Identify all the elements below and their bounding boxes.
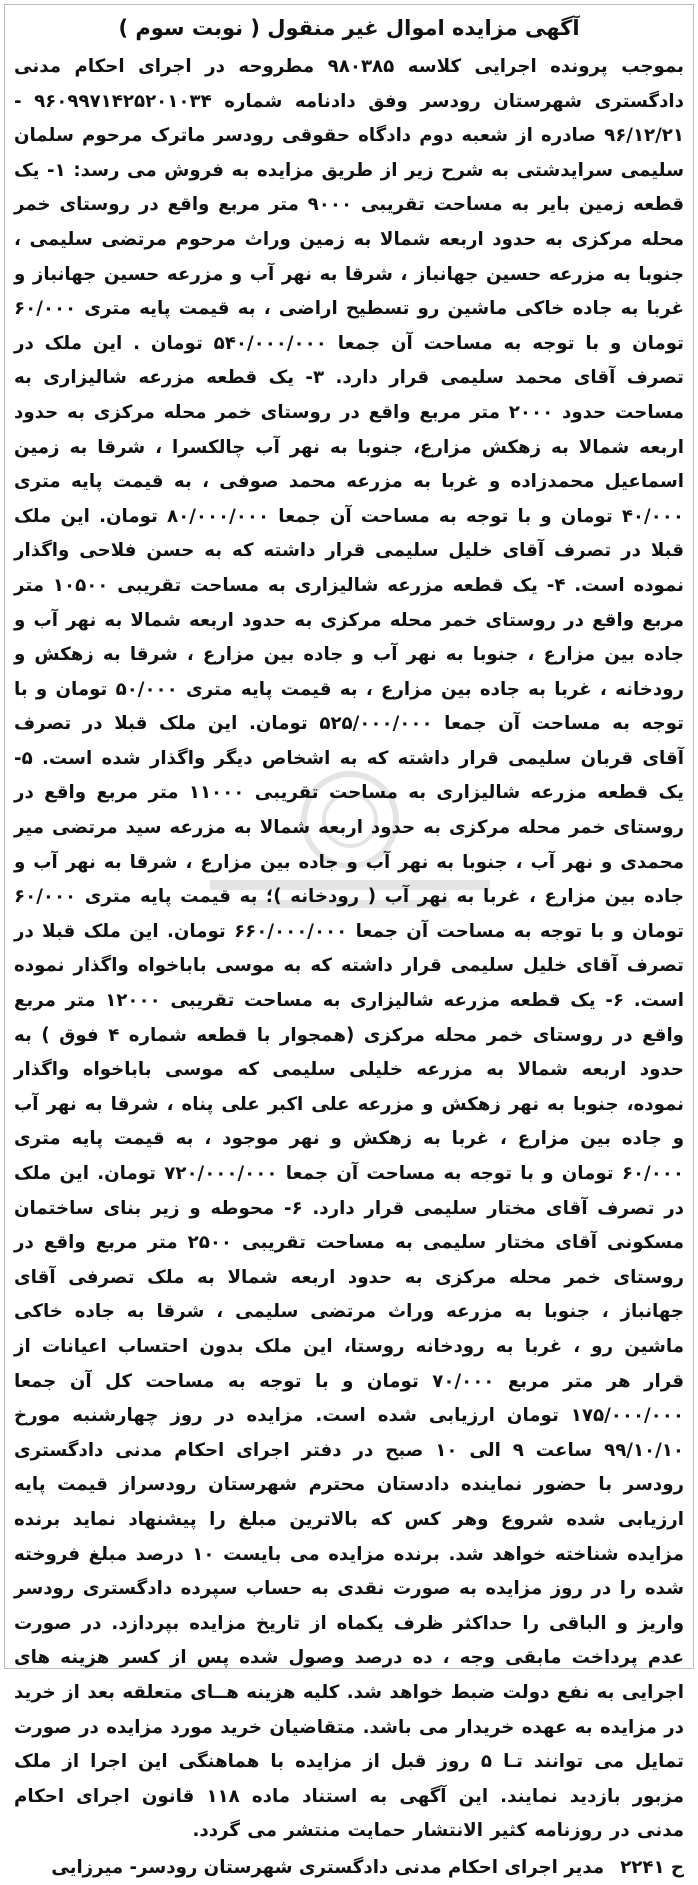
footer-signature: مدیر اجرای احکام مدنی دادگستری شهرستان رودسر- میرزایی [51, 1856, 605, 1878]
notice-body: بموجب پرونده اجرایی کلاسه ۹۸۰۳۸۵ مطروحه در اجرای احکام مدنی دادگستری شهرستان رودسر وفق دادنامه شماره ۹۶۰۹۹۷۱۴۲۵۲۰۱۰۳۴ - ۹۶/۱۲/۲۱ صادره از شعبه دوم دادگاه حقوقی رودسر ماترک مرحوم سلمان سلیمی سرایدشتی به شرح زیر از طریق مزایده به فروش می رسد: ۱- یک قطعه زمین بایر به مساحت تقریبی ۹۰۰۰ متر مربع واقع در روستای خمر محله مرکزی به حدود اربعه شمالا به زمین وراث مرحوم مرتضی سلیمی ، جنوبا به مزرعه حسین جهانباز ، شرقا به نهر آب و مزرعه حسین جهانباز و غربا به جاده خاکی ماشین رو تسطیح اراضی ، به قیمت پایه متری ۶۰/۰۰۰ تومان و با توجه به مساحت آن جمعا ۵۴۰/۰۰۰/۰۰۰ تومان . این ملک در تصرف آقای محمد سلیمی قرار دارد. ۳- یک قطعه مزرعه شالیزاری به مساحت حدود ۲۰۰۰ متر مربع واقع در روستای خمر محله مرکزی به حدود اربعه شمالا به زهکش مزارع، جنوبا به نهر آب چالکسرا ، شرقا به زمین اسماعیل محمدزاده و غربا به مزرعه محمد صوفی ، به قیمت پایه متری ۴۰/۰۰۰ تومان و با توجه به مساحت آن جمعا ۸۰/۰۰۰/۰۰۰ تومان. این ملک قبلا در تصرف آقای خلیل سلیمی قرار داشته که به حسن فلاحی واگذار نموده است. ۴- یک قطعه مزرعه شالیزاری به مساحت تقریبی ۱۰۵۰۰ متر مربع واقع در روستای خمر محله مرکزی به حدود اربعه شمالا به نهر آب و جاده بین مزارع ، جنوبا به نهر آب و جاده بین مزارع ، شرقا به زهکش و رودخانه ، غربا به جاده بین مزارع ، به قیمت پایه متری ۵۰/۰۰۰ تومان و با توجه به مساحت آن جمعا ۵۲۵/۰۰۰/۰۰۰ تومان. این ملک قبلا در تصرف آقای قربان سلیمی قرار داشته که به اشخاص دیگر واگذار شده است. ۵- یک قطعه مزرعه شالیزاری به مساحت تقریبی ۱۱۰۰۰ متر مربع واقع در روستای خمر محله مرکزی به حدود اربعه شمالا به مزرعه سید مرتضی میر محمدی و نهر آب ، جنوبا به نهر آب و جاده بین مزارع ، شرقا به نهر آب و جاده بین مزارع ، غربا به نهر آب ( رودخانه )؛ به قیمت پایه متری ۶۰/۰۰۰ تومان و با توجه به مساحت آن جمعا ۶۶۰/۰۰۰/۰۰۰ تومان. این ملک قبلا در تصرف آقای خلیل سلیمی قرار داشته که به موسی باباخواه واگذار نموده است. ۶- یک قطعه مزرعه شالیزاری به مساحت تقریبی ۱۲۰۰۰ متر مربع واقع در روستای خمر محله مرکزی (همجوار با قطعه شماره ۴ فوق ) به حدود اربعه شمالا به مزرعه خلیلی سلیمی که موسی باباخواه واگذار نموده، جنوبا به نهر زهکش و مزرعه علی اکبر علی پناه ، شرقا به نهر آب و جاده بین مزارع ، غربا به زهکش و نهر موجود ، به قیمت پایه متری ۶۰/۰۰۰ تومان و با توجه به مساحت آن جمعا ۷۲۰/۰۰۰/۰۰۰ تومان. این ملک در تصرف آقای مختار سلیمی قرار دارد. ۶- محوطه و زیر بنای ساختمان مسکونی آقای مختار سلیمی به مساحت تقریبی ۲۵۰۰ متر مربع واقع در روستای خمر محله مرکزی به حدود اربعه شمالا به ملک تصرفی آقای جهانباز ، جنوبا به مزرعه وراث مرتضی سلیمی ، شرقا به جاده خاکی ماشین رو ، غربا به رودخانه روستا، این ملک بدون احتساب اعیانات از قرار هر متر مربع ۷۰/۰۰۰ تومان و با توجه به مساحت کل آن جمعا ۱۷۵/۰۰۰/۰۰۰ تومان ارزیابی شده است. مزایده در روز چهارشنبه مورخ ۹۹/۱۰/۱۰ ساعت ۹ الی ۱۰ صبح در دفتر اجرای احکام مدنی دادگستری رودسر با حضور نماینده دادستان محترم شهرستان رودسراز قیمت پایه ارزیابی شده شروع وهر کس که بالاترین مبلغ را پیشنهاد نماید برنده مزایده شناخته خواهد شد. برنده مزایده می بایست ۱۰ درصد مبلغ فروخته شده را در روز مزایده به صورت نقدی به حساب سپرده دادگستری رودسر واریز و الباقی را حداکثر ظرف یکماه از تاریخ مزایده بپردازد. در صورت عدم پرداخت مابقی وجه ، ده درصد وصول شده پس از کسر هزینه های اجرایی به نفع دولت ضبط خواهد شد. کلیه هزینه هــای متعلقه بعد از خرید در مزایده به عهده خریدار می باشد. متقاضیان خرید مورد مزایده در صورت تمایل می توانند تـا ۵ روز قبل از مزایده با هماهنگی این اجرا از ملک مزبور بازدید نمایند. این آگهی به استناد ماده ۱۱۸ قانون اجرای احکام مدنی در روزنامه کثیر الانتشار حمایت منتشر می گردد. [14, 56, 685, 1842]
notice-title: آگهی مزایده اموال غیر منقول ( نوبت سوم ) [118, 16, 580, 40]
footer-code: ح ۲۲۴۱ [620, 1856, 684, 1878]
notice-footer [14, 1851, 684, 1885]
